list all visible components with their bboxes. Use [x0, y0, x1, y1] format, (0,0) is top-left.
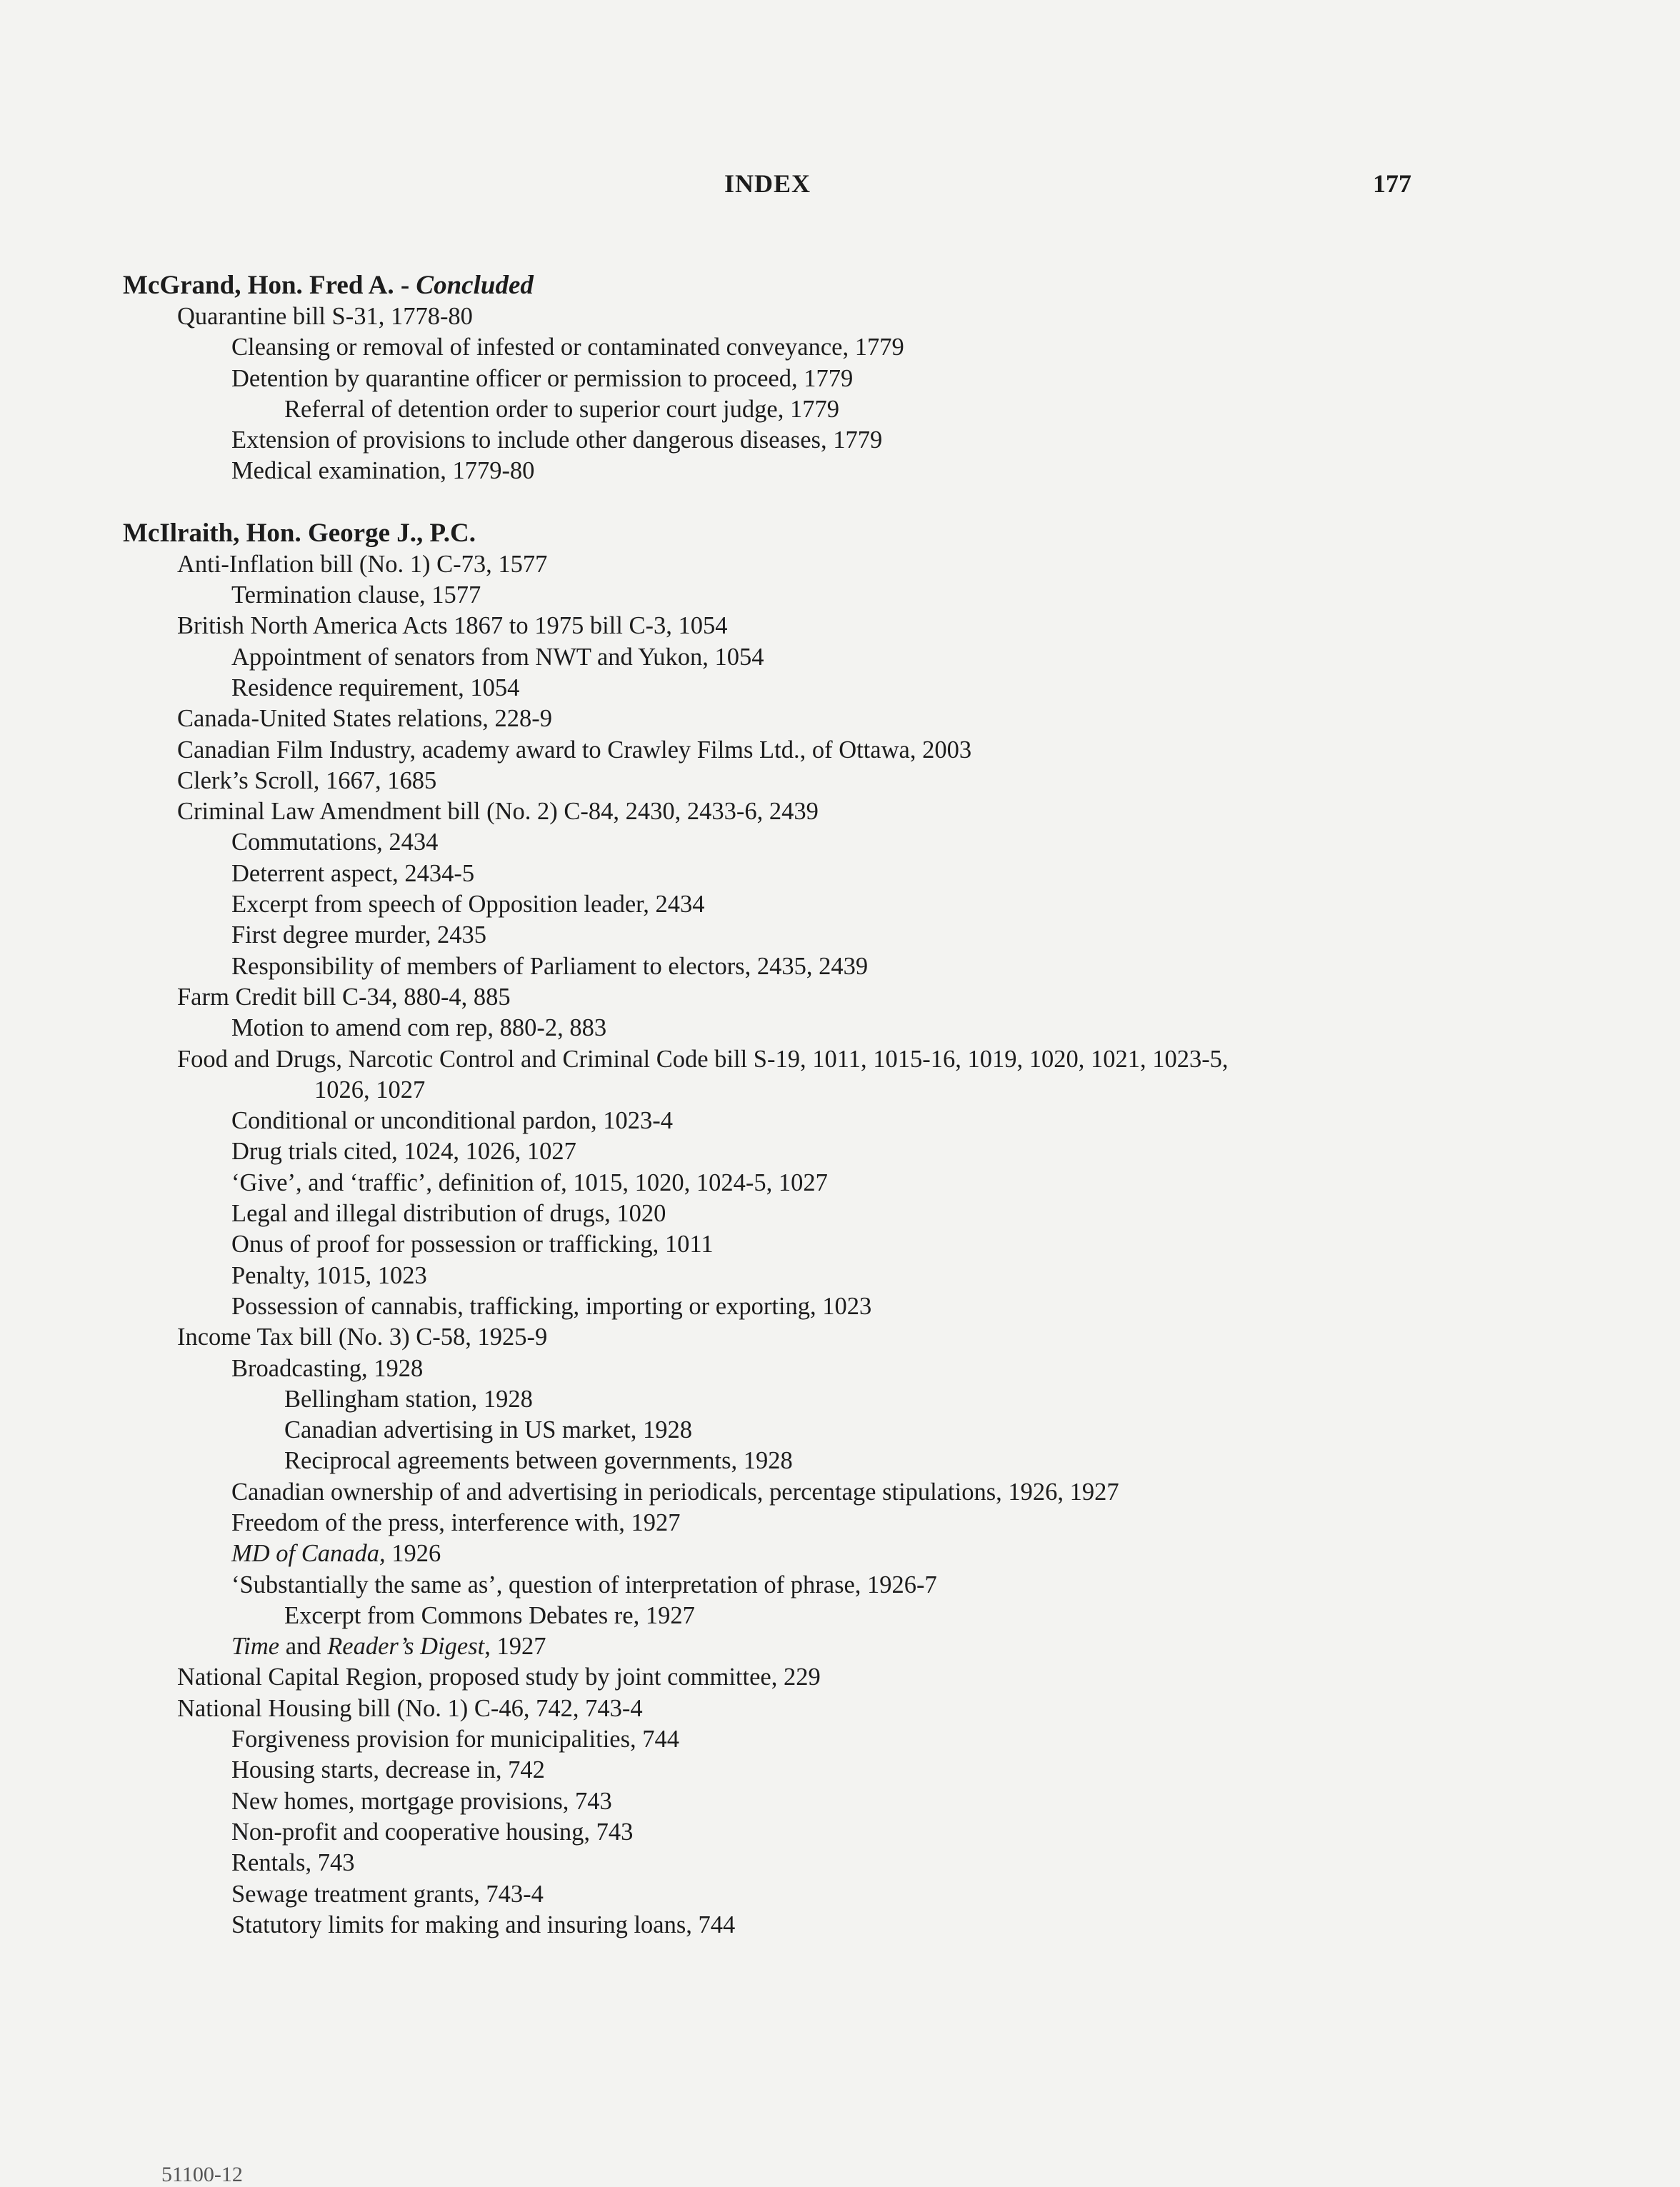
index-subentry [123, 1755, 1480, 1786]
entry-text: Residence requirement, 1054 [231, 674, 520, 701]
entry-text: Canada-United States relations, 228-9 [177, 705, 553, 733]
entry-text: Freedom of the press, interference with, 1927 [231, 1508, 681, 1536]
index-subentry [123, 1013, 1480, 1044]
entry-text: Canadian advertising in US market, 1928 [284, 1416, 693, 1444]
index-subentry [123, 889, 1480, 920]
entry-text: Bellingham station, 1928 [284, 1385, 533, 1413]
index-subentry [123, 642, 1480, 673]
index-subsubentry [123, 1415, 1480, 1446]
header-title: INDEX [724, 169, 811, 198]
index-entry [123, 735, 1480, 766]
entry-text: 1926 [385, 1540, 441, 1568]
entry-text: National Capital Region, proposed study by joint committee, 229 [177, 1663, 821, 1691]
index-subentry [123, 1570, 1480, 1601]
index-subentry [123, 364, 1480, 394]
entry-text: Reciprocal agreements between governments, 1928 [284, 1447, 793, 1475]
index-entry-continuation [123, 1075, 1480, 1106]
index-subentry [123, 1786, 1480, 1817]
entry-text: ‘Give’, and ‘traffic’, definition of, 1015, 1020, 1024-5, 1027 [231, 1168, 828, 1196]
entry-text: Commutations, 2434 [231, 829, 439, 856]
entry-text: Termination clause, 1577 [231, 581, 481, 609]
entry-text: Quarantine bill S-31, 1778-80 [177, 303, 473, 330]
index-subentry [123, 951, 1480, 982]
page-header [0, 169, 1680, 211]
index-subentry [123, 332, 1480, 363]
index-entry [123, 301, 1480, 332]
index-subentry [123, 1353, 1480, 1384]
entry-text: Non-profit and cooperative housing, 743 [231, 1818, 634, 1846]
index-entries [123, 270, 1480, 1941]
entry-text: , 1927 [484, 1633, 546, 1661]
index-subentry [123, 859, 1480, 889]
entry-text: 1026, 1027 [314, 1076, 426, 1103]
entry-text: Farm Credit bill C-34, 880-4, 885 [177, 983, 511, 1011]
index-entry [123, 1693, 1480, 1724]
entry-text: Possession of cannabis, trafficking, importing or exporting, 1023 [231, 1292, 872, 1320]
index-subentry [123, 1198, 1480, 1229]
index-entry [123, 1662, 1480, 1693]
entry-text: Criminal Law Amendment bill (No. 2) C-84, 2430, 2433-6, 2439 [177, 798, 819, 826]
entry-text: Excerpt from Commons Debates re, 1927 [284, 1601, 695, 1629]
entry-text: Clerk’s Scroll, 1667, 1685 [177, 766, 437, 794]
index-entry [123, 1322, 1480, 1353]
footer-code: 51100-12 [161, 2163, 243, 2186]
index-subentry [123, 1261, 1480, 1291]
index-heading [123, 270, 1480, 301]
entry-text: Drug trials cited, 1024, 1026, 1027 [231, 1138, 576, 1166]
entry-text: Housing starts, decrease in, 742 [231, 1756, 545, 1784]
entry-text: McIlraith, Hon. George J., P.C. [123, 518, 476, 548]
entry-text: McGrand, Hon. Fred A. - [123, 271, 410, 300]
entry-text: Sewage treatment grants, 743-4 [231, 1880, 544, 1908]
entry-text: Cleansing or removal of infested or contaminated conveyance, 1779 [231, 334, 904, 361]
index-entry [123, 1044, 1480, 1075]
index-entry [123, 796, 1480, 827]
entry-text: Medical examination, 1779-80 [231, 457, 535, 485]
entry-text: MD of Canada, [231, 1540, 386, 1568]
entry-text: Food and Drugs, Narcotic Control and Criminal Code bill S-19, 1011, 1015-16, 1019, 1020, 1021, 1023-5, [177, 1045, 1229, 1073]
entry-text: Penalty, 1015, 1023 [231, 1261, 427, 1289]
index-heading [123, 518, 1480, 549]
index-subentry [123, 1136, 1480, 1167]
entry-text: Anti-Inflation bill (No. 1) C-73, 1577 [177, 550, 548, 578]
index-subentry [123, 1229, 1480, 1260]
index-subentry [123, 1879, 1480, 1910]
page-number: 177 [1373, 169, 1411, 198]
index-subentry [123, 673, 1480, 704]
entry-text: Canadian ownership of and advertising in periodicals, percentage stipulations, 1926, 1927 [231, 1478, 1119, 1506]
entry-text: Extension of provisions to include other dangerous diseases, 1779 [231, 426, 883, 454]
index-subentry [123, 1168, 1480, 1198]
index-subentry [123, 1848, 1480, 1878]
entry-text: Concluded [416, 271, 534, 300]
entry-text: Motion to amend com rep, 880-2, 883 [231, 1014, 607, 1042]
index-entry [123, 982, 1480, 1013]
entry-text: Referral of detention order to superior court judge, 1779 [284, 395, 839, 423]
entry-text: and [279, 1633, 328, 1661]
index-subentry [123, 1910, 1480, 1941]
entry-text: Responsibility of members of Parliament to electors, 2435, 2439 [231, 952, 869, 980]
entry-text: Detention by quarantine officer or permission to proceed, 1779 [231, 364, 854, 392]
index-subentry [123, 456, 1480, 486]
index-subentry [123, 580, 1480, 611]
index-subentry [123, 1724, 1480, 1755]
entry-text: Onus of proof for possession or trafficking, 1011 [231, 1231, 714, 1258]
entry-text: Legal and illegal distribution of drugs, 1020 [231, 1200, 666, 1228]
index-subentry [123, 1817, 1480, 1848]
index-subentry [123, 1291, 1480, 1322]
index-entry [123, 611, 1480, 641]
index-subsubentry [123, 1384, 1480, 1415]
entry-text: First degree murder, 2435 [231, 921, 486, 949]
entry-text: ‘Substantially the same as’, question of interpretation of phrase, 1926-7 [231, 1571, 937, 1598]
entry-text: Appointment of senators from NWT and Yukon, 1054 [231, 643, 764, 671]
entry-text: Canadian Film Industry, academy award to Crawley Films Ltd., of Ottawa, 2003 [177, 736, 972, 764]
entry-text: Reader’s Digest [327, 1633, 485, 1661]
index-subentry [123, 1106, 1480, 1136]
index-subentry [123, 920, 1480, 951]
entry-text: Statutory limits for making and insuring loans, 744 [231, 1911, 736, 1938]
entry-text: Conditional or unconditional pardon, 1023-4 [231, 1107, 674, 1135]
index-entry [123, 549, 1480, 580]
index-subentry [123, 1477, 1480, 1508]
index-subentry [123, 425, 1480, 456]
entry-text: Forgiveness provision for municipalities, 744 [231, 1726, 680, 1753]
index-entry [123, 766, 1480, 796]
index-subentry [123, 1631, 1480, 1662]
index-subentry [123, 1538, 1480, 1569]
entry-text: National Housing bill (No. 1) C-46, 742, 743-4 [177, 1694, 643, 1722]
entry-text: Broadcasting, 1928 [231, 1354, 424, 1382]
index-subsubentry [123, 394, 1480, 425]
index-subsubentry [123, 1446, 1480, 1476]
index-subentry [123, 827, 1480, 858]
spacer [123, 487, 1480, 518]
index-subsubentry [123, 1601, 1480, 1631]
entry-text: Excerpt from speech of Opposition leader, 2434 [231, 891, 705, 919]
entry-text: Income Tax bill (No. 3) C-58, 1925-9 [177, 1323, 548, 1351]
entry-text: New homes, mortgage provisions, 743 [231, 1787, 612, 1815]
entry-text: Deterrent aspect, 2434-5 [231, 859, 475, 887]
entry-text: British North America Acts 1867 to 1975 bill C-3, 1054 [177, 612, 728, 640]
index-entry [123, 704, 1480, 734]
index-subentry [123, 1508, 1480, 1538]
entry-text: Rentals, 743 [231, 1849, 355, 1877]
entry-text: Time [231, 1633, 280, 1661]
